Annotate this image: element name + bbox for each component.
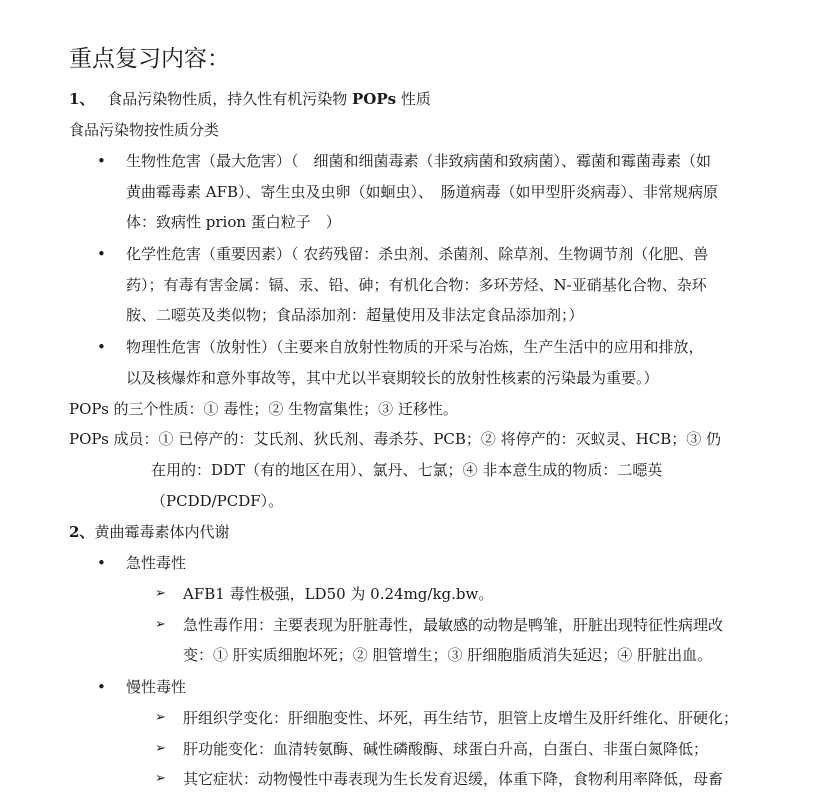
arrow-bullet-icon: ➢ xyxy=(155,771,166,786)
arrow-bullet-icon: ➢ xyxy=(155,741,166,756)
arrow-bullet-icon: ➢ xyxy=(155,710,166,725)
chem-hazard-line-2: 药）；有毒有害金属：镉、汞、铅、砷；有机化合物：多环芳烃、N-亚硝基化合物、杂环 xyxy=(126,276,707,294)
acute-item-2-line-2: 变：① 肝实质细胞坏死；② 胆管增生；③ 肝细胞脂质消失延迟；④ 肝脏出血。 xyxy=(183,646,713,664)
chronic-item-1: 肝组织学变化：肝细胞变性、坏死，再生结节，胆管上皮增生及肝纤维化、肝硬化； xyxy=(183,709,739,727)
bullet-icon: • xyxy=(97,245,106,263)
section-2-number: 2、 xyxy=(69,523,95,541)
bullet-icon: • xyxy=(97,678,106,696)
pops-members-line-2: 在用的：DDT（有的地区在用）、氯丹、七氯；④ 非本意生成的物质：二噁英 xyxy=(151,461,663,479)
chronic-item-2: 肝功能变化：血清转氨酶、碱性磷酸酶、球蛋白升高，白蛋白、非蛋白氮降低； xyxy=(183,740,709,758)
chem-hazard-line-3: 胺、二噁英及类似物；食品添加剂：超量使用及非法定食品添加剂；） xyxy=(126,306,584,324)
bullet-icon: • xyxy=(97,338,106,356)
section-2-title xyxy=(69,522,229,542)
acute-toxicity-label: 急性毒性 xyxy=(126,554,187,572)
acute-item-2-line-1: 急性毒作用：主要表现为肝脏毒性，最敏感的动物是鸭雏，肝脏出现特征性病理改 xyxy=(183,616,724,634)
bullet-icon: • xyxy=(97,554,106,572)
arrow-bullet-icon: ➢ xyxy=(155,617,166,632)
acute-item-1: AFB1 毒性极强，LD50 为 0.24mg/kg.bw。 xyxy=(183,585,494,603)
phys-hazard-line-2: 以及核爆炸和意外事故等，其中尤以半衰期较长的放射性核素的污染最为重要。） xyxy=(126,369,659,387)
bio-hazard-line-3: 体：致病性 prion 蛋白粒子 ） xyxy=(126,213,341,231)
pops-members-line-3: （PCDD/PCDF）。 xyxy=(151,492,284,510)
bullet-icon: • xyxy=(97,152,106,170)
chem-hazard-line-1: 化学性危害（重要因素）（ 农药残留：杀虫剂、杀菌剂、除草剂、生物调节剂（化肥、兽 xyxy=(126,245,709,263)
classification-intro: 食品污染物按性质分类 xyxy=(69,121,220,139)
pops-members-line-1: POPs 成员：① 已停产的：艾氏剂、狄氏剂、毒杀芬、PCB；② 将停产的：灭蚁灵、HCB；③ 仍 xyxy=(69,430,722,448)
section-1-title-pops: POPs xyxy=(352,90,397,108)
pops-properties: POPs 的三个性质：① 毒性；② 生物富集性；③ 迁移性。 xyxy=(69,400,458,418)
section-1-title-text: 食品污染物性质，持久性有机污染物 xyxy=(107,90,352,108)
page-heading: 重点复习内容： xyxy=(69,46,230,72)
section-1-title xyxy=(69,89,431,109)
bio-hazard-line-2: 黄曲霉毒素 AFB）、寄生虫及虫卵（如蛔虫）、 肠道病毒（如甲型肝炎病毒）、非常规病原 xyxy=(126,183,719,201)
section-2-title-text: 黄曲霉毒素体内代谢 xyxy=(94,523,230,541)
bio-hazard-line-1: 生物性危害（最大危害）（ 细菌和细菌毒素（非致病菌和致病菌）、霉菌和霉菌毒素（如 xyxy=(126,152,712,170)
phys-hazard-line-1: 物理性危害（放射性）（主要来自放射性物质的开采与冶炼，生产生活中的应用和排放， xyxy=(126,338,704,356)
section-1-number: 1、 xyxy=(69,90,95,108)
arrow-bullet-icon: ➢ xyxy=(155,586,166,601)
section-1-title-suffix: 性质 xyxy=(396,90,431,108)
chronic-item-3: 其它症状：动物慢性中毒表现为生长发育迟缓，体重下降，食物利用率降低，母畜 xyxy=(183,770,724,788)
chronic-toxicity-label: 慢性毒性 xyxy=(126,678,187,696)
